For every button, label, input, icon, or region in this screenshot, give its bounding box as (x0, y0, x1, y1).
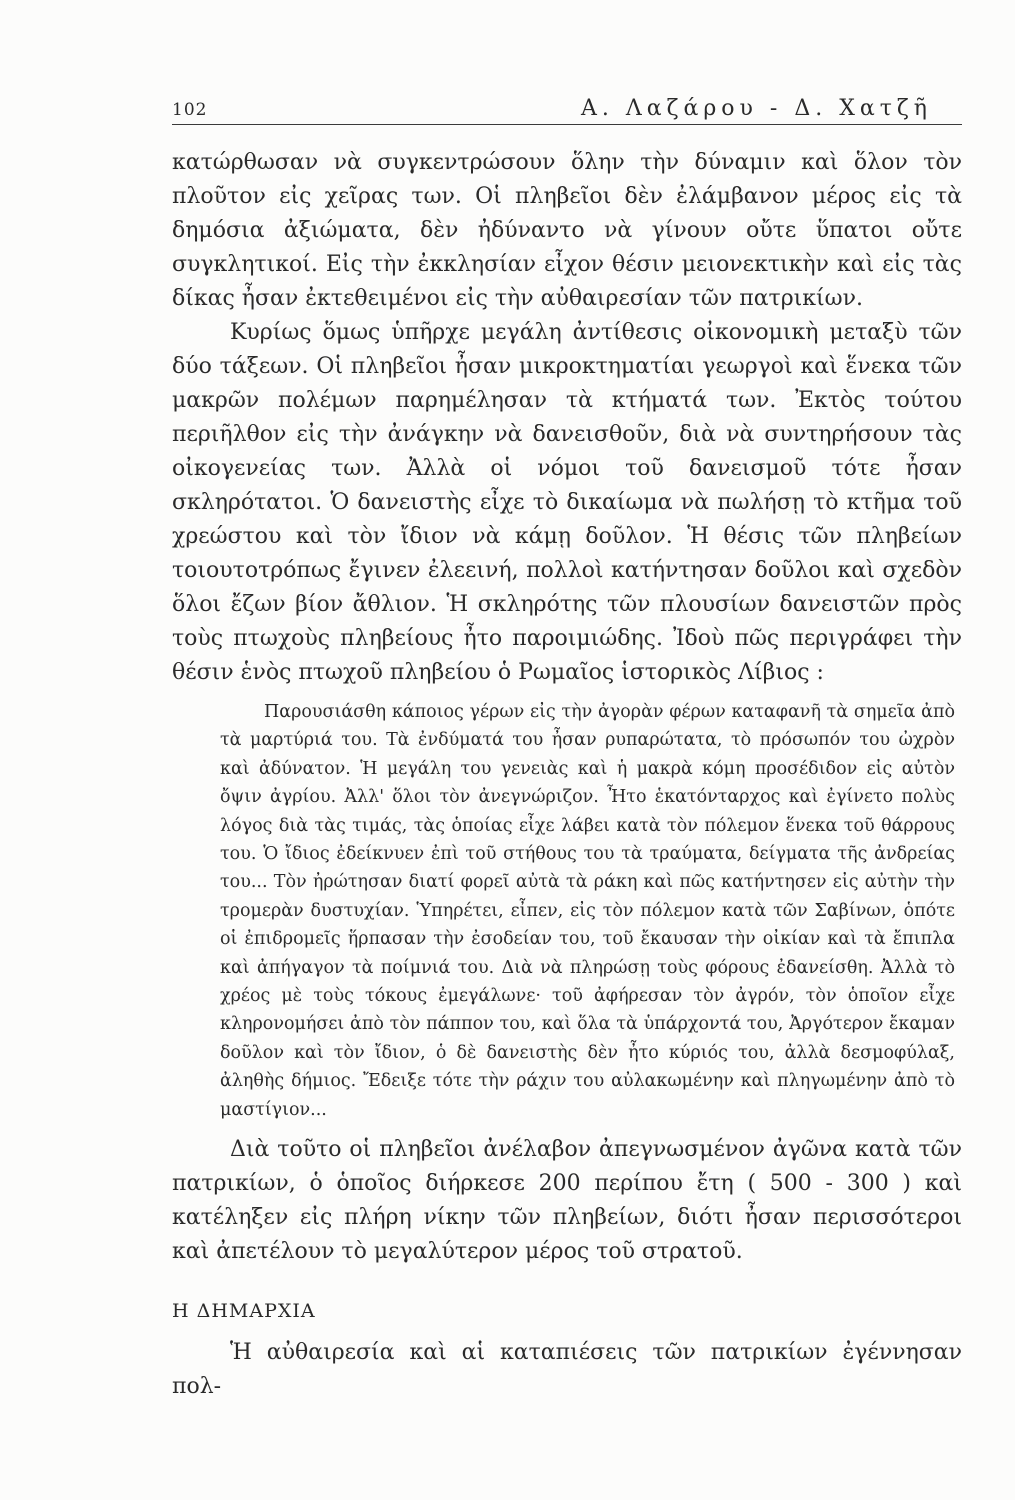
section-heading: Η ΔΗΜΑΡΧΙΑ (172, 1300, 316, 1322)
paragraph-2-text: Κυρίως ὅμως ὑπῆρχε μεγάλη ἀντίθεσις οἰκονομικὴ μεταξὺ τῶν δύο τάξεων. Οἱ πληβεῖοι ἦσαν μικροκτηματίαι γεωργοὶ καὶ ἕνεκα τῶν μακρῶν πολέμων παρημέλησαν τὰ κτήματά των. Ἐκτὸς τούτου περιῆλθον εἰς τὴν ἀνάγκην νὰ δανεισθοῦν, διὰ νὰ συντηρήσουν τὰς οἰκογενείας των. Ἀλλὰ οἱ νόμοι τοῦ δανεισμοῦ τότε ἦσαν σκληρότατοι. Ὁ δανειστὴς εἶχε τὸ δικαίωμα νὰ πωλήσῃ τὸ κτῆμα τοῦ χρεώστου καὶ τὸν ἴδιον νὰ κάμῃ δοῦλον. Ἡ θέσις τῶν πληβείων τοιουτοτρόπως ἔγινεν ἐλεεινή, πολλοὶ κατήντησαν δοῦλοι καὶ σχεδὸν ὅλοι ἔζων βίον ἄθλιον. Ἡ σκληρότης τῶν πλουσίων δανειστῶν πρὸς τοὺς πτωχοὺς πληβείους ἦτο παροιμιώδης. Ἰδοὺ πῶς περιγράφει τὴν θέσιν ἑνὸς πτωχοῦ πληβείου ὁ Ρωμαῖος ἱστορικὸς Λίβιος : (172, 320, 962, 685)
page-number: 102 (172, 100, 208, 120)
paragraph-2 (172, 316, 962, 690)
running-head-authors: Α. Λαζάρου - Δ. Χατζῆ (580, 96, 932, 121)
paragraph-1 (172, 146, 962, 316)
paragraph-4 (172, 1336, 962, 1404)
paragraph-3 (172, 1133, 962, 1269)
header-rule (172, 124, 962, 125)
paragraph-1-text: κατώρθωσαν νὰ συγκεντρώσουν ὅλην τὴν δύναμιν καὶ ὅλον τὸν πλοῦτον εἰς χεῖρας των. Οἱ πληβεῖοι δὲν ἐλάμβανον μέρος εἰς τὰ δημόσια ἀξιώματα, δὲν ἠδύναντο νὰ γίνουν οὔτε ὕπατοι οὔτε συγκλητικοί. Εἰς τὴν ἐκκλησίαν εἶχον θέσιν μειονεκτικὴν καὶ εἰς τὰς δίκας ἦσαν ἐκτεθειμένοι εἰς τὴν αὐθαιρεσίαν τῶν πατρικίων. (172, 150, 962, 311)
paragraph-4-text: Ἡ αὐθαιρεσία καὶ αἱ καταπιέσεις τῶν πατρικίων ἐγέννησαν πολ- (172, 1340, 962, 1399)
paragraph-3-text: Διὰ τοῦτο οἱ πληβεῖοι ἀνέλαβον ἀπεγνωσμένον ἀγῶνα κατὰ τῶν πατρικίων, ὁ ὁποῖος διήρκεσε 200 περίπου ἔτη ( 500 - 300 ) καὶ κατέληξεν εἰς πλήρη νίκην τῶν πληβείων, διότι ἦσαν περισσότεροι καὶ ἀπετέλουν τὸ μεγαλύτερον μέρος τοῦ στρατοῦ. (172, 1137, 962, 1264)
page-header (172, 96, 962, 126)
livy-quotation: Παρουσιάσθη κάποιος γέρων εἰς τὴν ἀγορὰν φέρων καταφανῆ τὰ σημεῖα ἀπὸ τὰ μαρτύριά του. Τὰ ἐνδύματά του ἦσαν ρυπαρώτατα, τὸ πρόσωπόν του ὠχρὸν καὶ ἀδύνατον. Ἡ μεγάλη του γενειὰς καὶ ἡ μακρὰ κόμη προσέδιδον εἰς αὐτὸν ὄψιν ἀγρίου. Ἀλλ' ὅλοι τὸν ἀνεγνώριζον. Ἦτο ἑκατόνταρχος καὶ ἐγίνετο πολὺς λόγος διὰ τὰς τιμάς, τὰς ὁποίας εἶχε λάβει κατὰ τὸν πόλεμον ἕνεκα τοῦ θάρρους του. Ὁ ἴδιος ἐδείκνυεν ἐπὶ τοῦ στήθους του τὰ τραύματα, δείγματα τῆς ἀνδρείας του... Τὸν ἠρώτησαν διατί φορεῖ αὐτὰ τὰ ράκη καὶ πῶς κατήντησεν εἰς αὐτὴν τὴν τρομερὰν δυστυχίαν. Ὑπηρέτει, εἶπεν, εἰς τὸν πόλεμον κατὰ τῶν Σαβίνων, ὁπότε οἱ ἐπιδρομεῖς ἥρπασαν τὴν ἐσοδείαν του, τοῦ ἔκαυσαν τὴν οἰκίαν καὶ τὰ ἔπιπλα καὶ ἀπήγαγον τὰ ποίμνιά του. Διὰ νὰ πληρώσῃ τοὺς φόρους ἐδανείσθη. Ἀλλὰ τὸ χρέος μὲ τοὺς τόκους ἐμεγάλωνε· τοῦ ἀφήρεσαν τὸν ἀγρόν, τὸν ὁποῖον εἶχε κληρονομήσει ἀπὸ τὸν πάππον του, καὶ ὅλα τὰ ὑπάρχοντά του, Ἀργότερον ἔκαμαν δοῦλον καὶ τὸν ἴδιον, ὁ δὲ δανειστὴς δὲν ἦτο κύριός του, ἀλλὰ δεσμοφύλαξ, ἀληθὴς δήμιος. Ἔδειξε τότε τὴν ράχιν του αὐλακωμένην καὶ πληγωμένην ἀπὸ τὸ μαστίγιον... (220, 702, 955, 1120)
